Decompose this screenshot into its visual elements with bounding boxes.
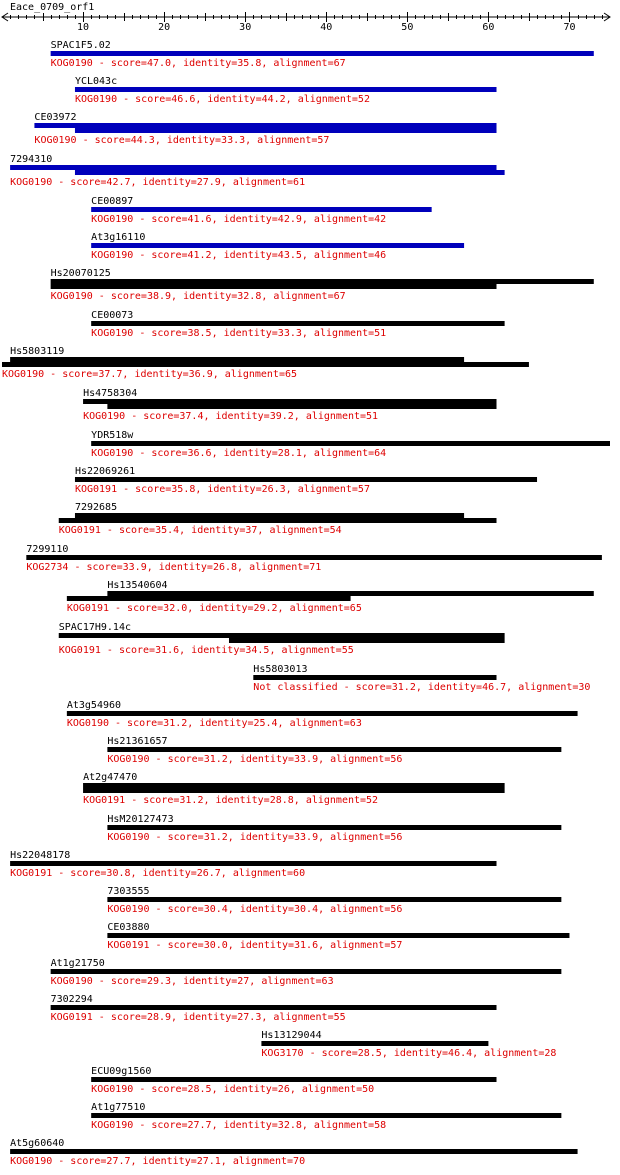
hit-row bbox=[51, 268, 594, 302]
hit-name[interactable]: At1g77510 bbox=[91, 1102, 146, 1113]
hit-name[interactable]: 7294310 bbox=[10, 154, 53, 165]
alignment-bar[interactable] bbox=[2, 362, 529, 367]
hit-info[interactable]: KOG0191 - score=35.4, identity=37, alignment=54 bbox=[58, 525, 342, 536]
alignment-bar[interactable] bbox=[10, 165, 496, 170]
alignment-bar[interactable] bbox=[59, 633, 505, 638]
hit-row bbox=[83, 388, 496, 422]
hit-info[interactable]: KOG0190 - score=44.3, identity=33.3, alignment=57 bbox=[34, 135, 330, 146]
hit-row bbox=[10, 850, 496, 879]
alignment-bar[interactable] bbox=[107, 825, 561, 830]
hit-name[interactable]: SPAC1F5.02 bbox=[50, 40, 111, 51]
hit-name[interactable]: CE00897 bbox=[91, 196, 134, 207]
hit-info[interactable]: KOG0191 - score=32.0, identity=29.2, alignment=65 bbox=[66, 603, 362, 614]
alignment-bar[interactable] bbox=[261, 1041, 488, 1046]
hit-name[interactable]: 7292685 bbox=[74, 502, 118, 513]
hit-name[interactable]: At3g54960 bbox=[66, 700, 122, 711]
alignment-bar[interactable] bbox=[67, 711, 578, 716]
hit-name[interactable]: Hs21361657 bbox=[107, 736, 168, 747]
hit-name[interactable]: At3g16110 bbox=[91, 232, 146, 243]
alignment-bar[interactable] bbox=[67, 596, 351, 601]
hit-name[interactable]: Hs5803013 bbox=[253, 664, 308, 675]
hit-info[interactable]: KOG0190 - score=42.7, identity=27.9, alignment=61 bbox=[10, 177, 306, 188]
hit-row bbox=[10, 1138, 577, 1167]
sequence-axis bbox=[2, 12, 610, 33]
hit-name[interactable]: Hs13129044 bbox=[261, 1030, 322, 1041]
alignment-bar[interactable] bbox=[75, 128, 497, 133]
alignment-bar[interactable] bbox=[51, 51, 594, 56]
hit-info[interactable]: KOG0190 - score=37.7, identity=36.9, alignment=65 bbox=[2, 369, 298, 380]
hit-name[interactable]: Hs22048178 bbox=[10, 850, 71, 861]
hit-info[interactable]: KOG0191 - score=30.8, identity=26.7, alignment=60 bbox=[10, 868, 306, 879]
hit-info[interactable]: KOG0190 - score=41.2, identity=43.5, alignment=46 bbox=[91, 250, 387, 261]
hit-info[interactable]: KOG0190 - score=27.7, identity=32.8, alignment=58 bbox=[91, 1120, 387, 1131]
hit-row bbox=[75, 466, 537, 495]
alignment-bar[interactable] bbox=[91, 1077, 496, 1082]
hit-info[interactable]: KOG0191 - score=31.2, identity=28.8, alignment=52 bbox=[83, 795, 379, 806]
hit-name[interactable]: CE03972 bbox=[34, 112, 77, 123]
hit-info[interactable]: KOG0190 - score=36.6, identity=28.1, alignment=64 bbox=[91, 448, 387, 459]
alignment-bar[interactable] bbox=[10, 357, 464, 362]
axis-tick-label: 50 bbox=[401, 22, 414, 33]
alignment-bar[interactable] bbox=[107, 404, 496, 409]
hit-info[interactable]: KOG0190 - score=38.5, identity=33.3, alignment=51 bbox=[91, 328, 387, 339]
alignment-bar[interactable] bbox=[83, 399, 496, 404]
hit-name[interactable]: At2g47470 bbox=[83, 772, 138, 783]
hit-info[interactable]: KOG0191 - score=35.8, identity=26.3, alignment=57 bbox=[74, 484, 370, 495]
hit-row bbox=[107, 922, 569, 951]
query-title: Eace_0709_orf1 bbox=[10, 2, 95, 13]
hit-info[interactable]: KOG0191 - score=28.9, identity=27.3, alignment=55 bbox=[50, 1012, 346, 1023]
hit-row bbox=[107, 886, 561, 915]
hit-info[interactable]: KOG0190 - score=27.7, identity=27.1, alignment=70 bbox=[10, 1156, 306, 1167]
hit-row bbox=[107, 814, 561, 843]
hit-row bbox=[51, 994, 497, 1023]
hit-info[interactable]: KOG0190 - score=41.6, identity=42.9, alignment=42 bbox=[91, 214, 387, 225]
hit-name[interactable]: Hs13540604 bbox=[107, 580, 168, 591]
axis-tick-label: 20 bbox=[158, 22, 171, 33]
hit-row bbox=[91, 232, 464, 261]
hit-info[interactable]: Not classified - score=31.2, identity=46.7, alignment=30 bbox=[253, 682, 591, 693]
hit-row bbox=[67, 700, 578, 729]
hit-row bbox=[59, 502, 497, 536]
alignment-bar[interactable] bbox=[83, 783, 505, 788]
hit-row bbox=[26, 544, 602, 573]
hit-name[interactable]: Hs5803119 bbox=[10, 346, 65, 357]
hit-name[interactable]: 7302294 bbox=[50, 994, 93, 1005]
hit-row bbox=[91, 1102, 561, 1131]
hit-name[interactable]: Hs4758304 bbox=[83, 388, 138, 399]
alignment-bar[interactable] bbox=[75, 87, 497, 92]
hit-info[interactable]: KOG0191 - score=30.0, identity=31.6, alignment=57 bbox=[107, 940, 403, 951]
hit-name[interactable]: ECU09g1560 bbox=[91, 1066, 152, 1077]
hit-name[interactable]: SPAC17H9.14c bbox=[58, 622, 131, 633]
alignment-bar[interactable] bbox=[51, 1005, 497, 1010]
hit-info[interactable]: KOG2734 - score=33.9, identity=26.8, alignment=71 bbox=[26, 562, 322, 573]
axis-tick-label: 40 bbox=[320, 22, 333, 33]
hit-info[interactable]: KOG3170 - score=28.5, identity=46.4, alignment=28 bbox=[261, 1048, 557, 1059]
hit-name[interactable]: 7303555 bbox=[107, 886, 150, 897]
hit-row bbox=[253, 664, 590, 693]
alignment-bar[interactable] bbox=[34, 123, 496, 128]
hit-row bbox=[91, 430, 610, 459]
hit-name[interactable]: HsM20127473 bbox=[107, 814, 174, 825]
alignment-bar[interactable] bbox=[83, 788, 505, 793]
alignment-bar[interactable] bbox=[10, 861, 496, 866]
hit-row bbox=[51, 40, 594, 69]
hit-row bbox=[2, 346, 529, 380]
axis-tick-label: 60 bbox=[482, 22, 495, 33]
hit-info[interactable]: KOG0190 - score=31.2, identity=25.4, alignment=63 bbox=[66, 718, 362, 729]
hit-row bbox=[59, 622, 505, 656]
hit-info[interactable]: KOG0191 - score=31.6, identity=34.5, alignment=55 bbox=[58, 645, 354, 656]
hit-name[interactable]: Hs20070125 bbox=[50, 268, 111, 279]
hit-row bbox=[34, 112, 496, 146]
alignment-bar[interactable] bbox=[51, 279, 594, 284]
hit-info[interactable]: KOG0190 - score=30.4, identity=30.4, alignment=56 bbox=[107, 904, 403, 915]
hit-row bbox=[261, 1030, 556, 1059]
alignment-bar[interactable] bbox=[10, 1149, 577, 1154]
hit-name[interactable]: CE03880 bbox=[107, 922, 150, 933]
hit-row bbox=[83, 772, 505, 806]
alignment-bar[interactable] bbox=[51, 969, 562, 974]
hit-info[interactable]: KOG0190 - score=29.3, identity=27, alignment=63 bbox=[50, 976, 334, 987]
alignment-bar[interactable] bbox=[107, 747, 561, 752]
hit-row bbox=[91, 1066, 496, 1095]
alignment-bar[interactable] bbox=[75, 513, 464, 518]
hit-row bbox=[91, 310, 504, 339]
hit-info[interactable]: KOG0190 - score=31.2, identity=33.9, alignment=56 bbox=[107, 754, 403, 765]
hit-info[interactable]: KOG0190 - score=31.2, identity=33.9, alignment=56 bbox=[107, 832, 403, 843]
alignment-bar[interactable] bbox=[253, 675, 496, 680]
axis-tick-label: 70 bbox=[563, 22, 576, 33]
hit-row bbox=[91, 196, 431, 225]
hit-name[interactable]: At1g21750 bbox=[50, 958, 105, 969]
hit-name[interactable]: YCL043c bbox=[74, 76, 118, 87]
alignment-bar[interactable] bbox=[91, 1113, 561, 1118]
alignment-bar[interactable] bbox=[26, 555, 602, 560]
hit-info[interactable]: KOG0190 - score=38.9, identity=32.8, alignment=67 bbox=[50, 291, 346, 302]
hit-row bbox=[75, 76, 497, 105]
hit-name[interactable]: 7299110 bbox=[26, 544, 69, 555]
hit-name[interactable]: CE00073 bbox=[91, 310, 134, 321]
alignment-bar[interactable] bbox=[51, 284, 497, 289]
hit-info[interactable]: KOG0190 - score=46.6, identity=44.2, alignment=52 bbox=[74, 94, 370, 105]
hit-name[interactable]: YDR518w bbox=[91, 430, 134, 441]
hit-row bbox=[51, 958, 562, 987]
hit-name[interactable]: Hs22069261 bbox=[74, 466, 136, 477]
alignment-bar[interactable] bbox=[75, 170, 505, 175]
alignment-bar[interactable] bbox=[107, 897, 561, 902]
hit-info[interactable]: KOG0190 - score=37.4, identity=39.2, alignment=51 bbox=[83, 411, 379, 422]
hit-info[interactable]: KOG0190 - score=28.5, identity=26, alignment=50 bbox=[91, 1084, 375, 1095]
alignment-bar[interactable] bbox=[59, 518, 497, 523]
hit-row bbox=[10, 154, 505, 188]
alignment-bar[interactable] bbox=[91, 243, 464, 248]
axis-tick-label: 10 bbox=[77, 22, 90, 33]
alignment-bar[interactable] bbox=[91, 441, 610, 446]
hit-row bbox=[67, 580, 594, 614]
axis-tick-label: 30 bbox=[239, 22, 252, 33]
alignment-bar[interactable] bbox=[107, 591, 593, 596]
alignment-bar[interactable] bbox=[91, 321, 504, 326]
alignment-bar[interactable] bbox=[229, 638, 505, 643]
alignment-bar[interactable] bbox=[75, 477, 537, 482]
hit-row bbox=[107, 736, 561, 765]
hit-name[interactable]: At5g60640 bbox=[10, 1138, 65, 1149]
hit-info[interactable]: KOG0190 - score=47.0, identity=35.8, alignment=67 bbox=[50, 58, 346, 69]
hit-list bbox=[2, 40, 610, 1167]
alignment-bar[interactable] bbox=[91, 207, 431, 212]
alignment-bar[interactable] bbox=[107, 933, 569, 938]
